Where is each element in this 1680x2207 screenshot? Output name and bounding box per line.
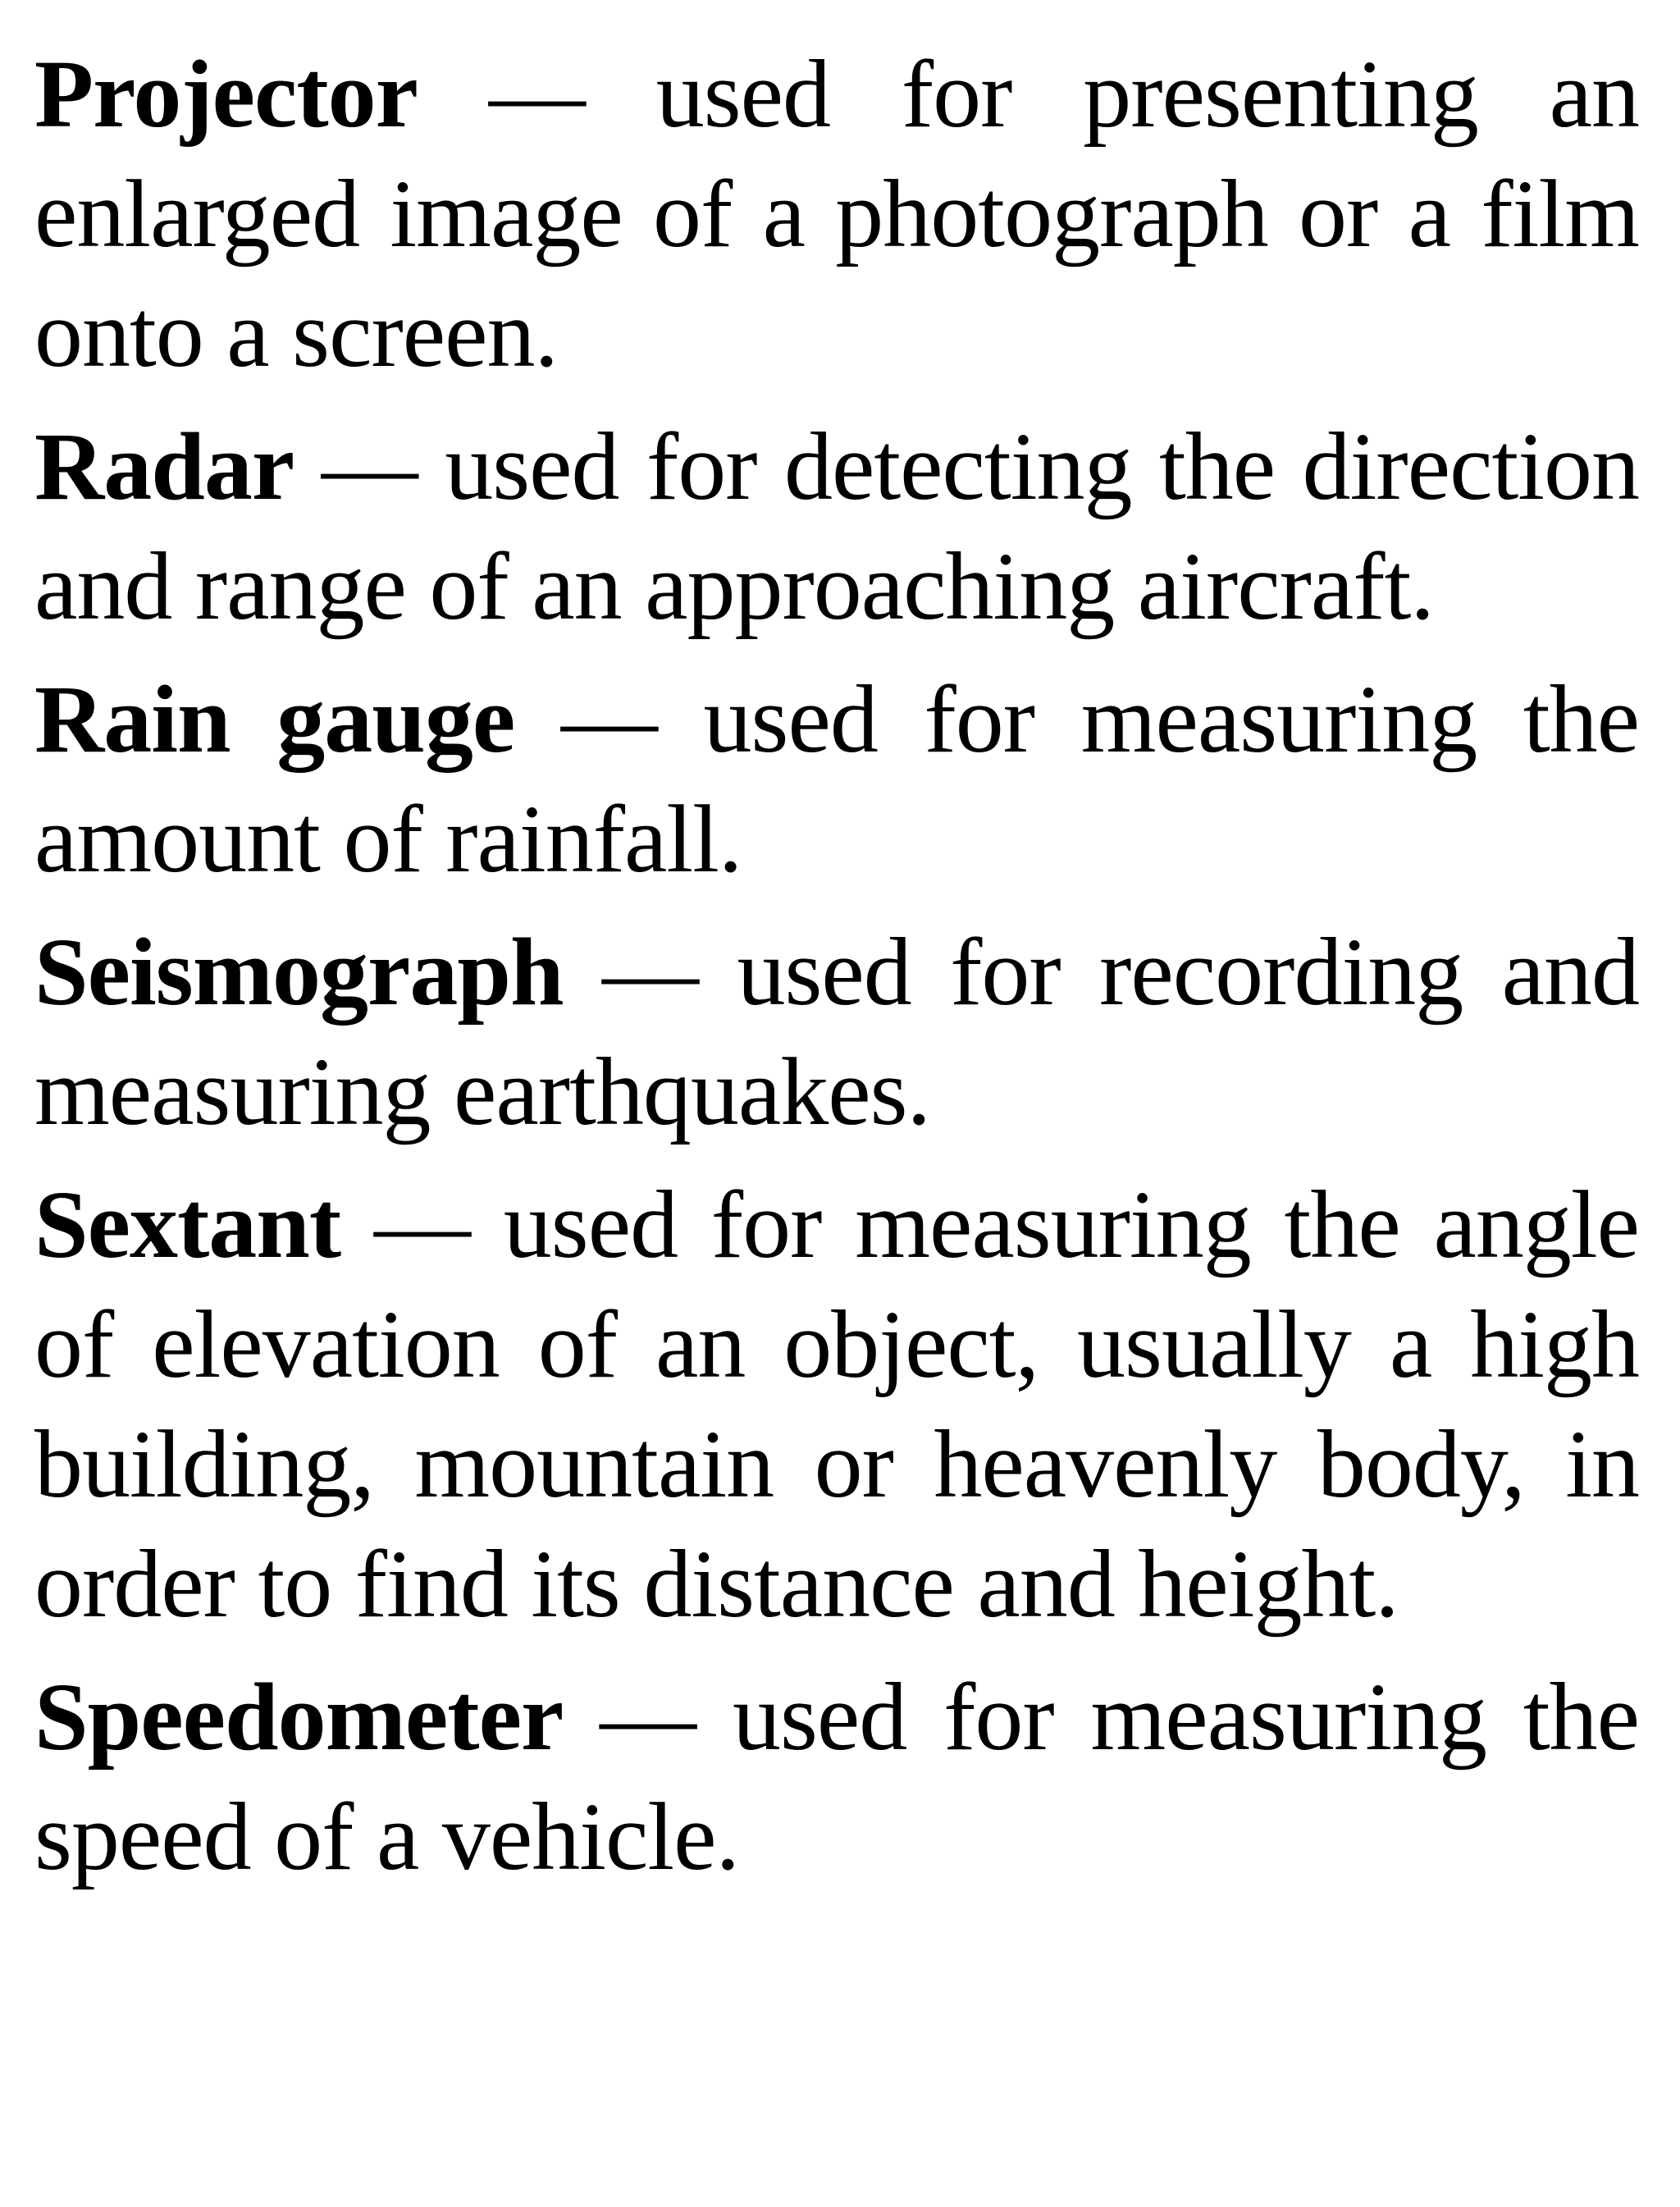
dash: — [321, 413, 418, 520]
entry-sextant [34, 1165, 1639, 1644]
definition: used for measuring the angle of elevation of an object, usually a high building, mountain or heavenly body, in order to find its distance and height. [34, 1171, 1640, 1638]
definition: used for detecting the direction and range of an approaching aircraft. [34, 413, 1640, 640]
entry-rain-gauge [34, 660, 1639, 899]
glossary-page [34, 34, 1639, 1910]
entry-radar [34, 407, 1639, 647]
entry-seismograph [34, 912, 1639, 1152]
definition: used for measuring the amount of rainfall. [34, 665, 1640, 893]
definition: used for recording and measuring earthquakes. [34, 918, 1640, 1145]
term: Projector [34, 40, 418, 148]
dash: — [602, 918, 699, 1026]
term: Speedometer [34, 1663, 564, 1771]
entry-projector [34, 34, 1639, 394]
term: Sextant [34, 1171, 341, 1278]
term: Radar [34, 413, 294, 520]
dash: — [374, 1171, 470, 1278]
entry-speedometer [34, 1657, 1639, 1897]
term: Seismograph [34, 918, 564, 1026]
definition: used for presenting an enlarged image of a photograph or a film onto a screen. [34, 40, 1640, 387]
dash: — [600, 1663, 696, 1771]
dash: — [488, 40, 585, 148]
dash: — [560, 665, 657, 773]
definition: used for measuring the speed of a vehicle. [34, 1663, 1640, 1890]
term: Rain gauge [34, 665, 515, 773]
